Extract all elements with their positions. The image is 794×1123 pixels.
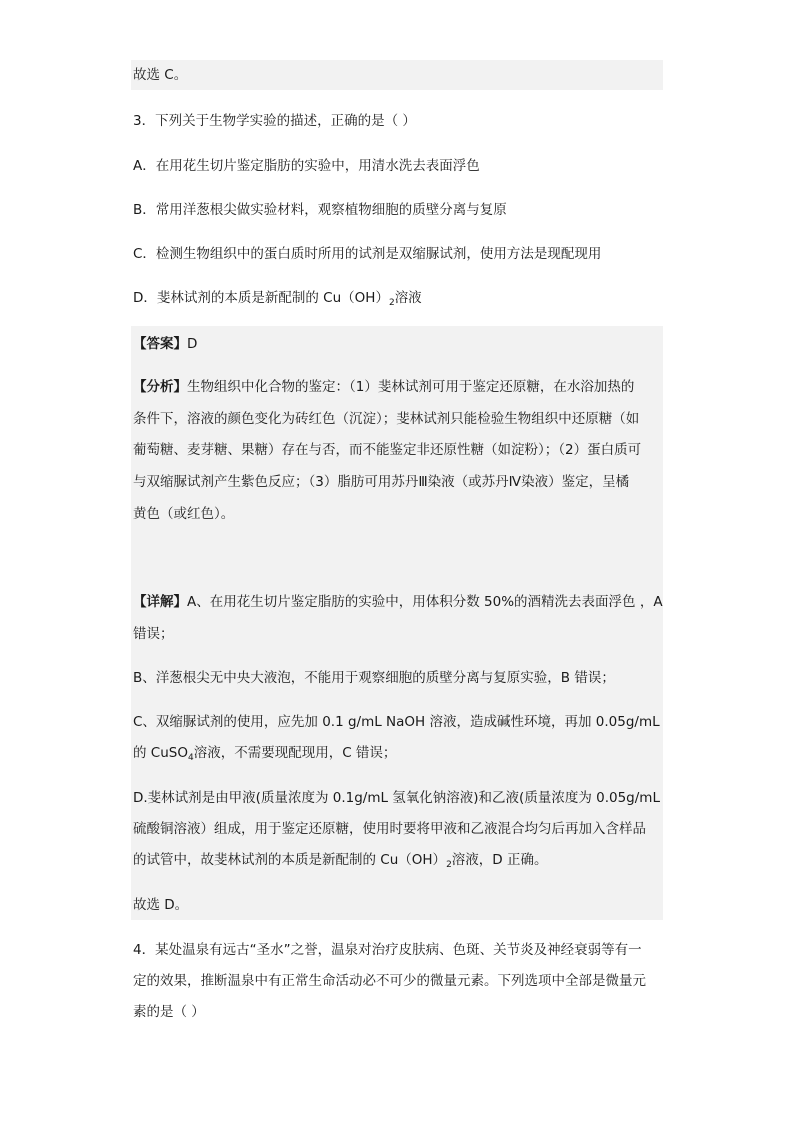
question-3-stem: 3．下列关于生物学实验的描述，正确的是（ ）: [133, 113, 416, 129]
option-d-text: D．斐林试剂的本质是新配制的 Cu（OH）: [133, 290, 389, 306]
analysis-text: 生物组织中化合物的鉴定：（1）斐林试剂可用于鉴定还原糖，在水浴加热的: [187, 379, 635, 395]
detail-line-d2: 硫酸铜溶液）组成，用于鉴定还原糖，使用时要将甲液和乙液混合均匀后再加入含样品: [133, 821, 646, 837]
detail-line-b: B、洋葱根尖无中央大液泡，不能用于观察细胞的质壁分离与复原实验，B 错误；: [133, 670, 615, 686]
cuso4-text: 的 CuSO: [133, 745, 188, 761]
detail-line-c1: C、双缩脲试剂的使用，应先加 0.1 g/mL NaOH 溶液，造成碱性环境，再加 0.05g/mL: [133, 714, 660, 730]
answer-line: [133, 335, 197, 353]
conclusion: 故选 D。: [133, 897, 189, 913]
detail-d3-text-end: 溶液，D 正确。: [451, 852, 548, 868]
analysis-line-2: 条件下，溶液的颜色变化为砖红色（沉淀）；斐林试剂只能检验生物组织中还原糖（如: [133, 411, 640, 427]
analysis-line-3: 葡萄糖、麦芽糖、果糖）存在与否，而不能鉴定非还原性糖（如淀粉）；（2）蛋白质可: [133, 442, 642, 458]
analysis-line-5: 黄色（或红色）。: [133, 506, 235, 522]
answer-label: 【答案】: [133, 336, 187, 352]
detail-line-2: 错误；: [133, 626, 174, 642]
detail-d3-subscript: 2: [446, 860, 452, 870]
analysis-label: 【分析】: [133, 379, 187, 395]
conclusion-prev: 故选 C。: [133, 67, 188, 83]
detail-line-c2: [133, 744, 396, 762]
question-3-option-b: B．常用洋葱根尖做实验材料，观察植物细胞的质壁分离与复原: [133, 202, 507, 218]
option-d-subscript: 2: [388, 298, 395, 308]
question-3-option-a: A．在用花生切片鉴定脂肪的实验中，用清水洗去表面浮色: [133, 158, 480, 174]
question-4-line-3: 素的是（ ）: [133, 1004, 205, 1020]
detail-line-1: [133, 593, 663, 611]
detail-line-d3: [133, 851, 547, 869]
question-4-line-1: 4．某处温泉有远古“圣水”之誉，温泉对治疗皮肤病、色斑、关节炎及神经衰弱等有一: [133, 942, 642, 958]
option-d-text-end: 溶液: [394, 290, 422, 306]
detail-label: 【详解】: [133, 594, 187, 610]
answer-value: D: [187, 336, 198, 352]
analysis-line-4: 与双缩脲试剂产生紫色反应；（3）脂肪可用苏丹Ⅲ染液（或苏丹Ⅳ染液）鉴定，呈橘: [133, 474, 630, 490]
detail-text: A、在用花生切片鉴定脂肪的实验中，用体积分数 50%的酒精洗去表面浮色 ，A: [187, 594, 663, 610]
analysis-line-1: [133, 378, 634, 396]
cuso4-subscript: 4: [187, 753, 194, 763]
question-3-option-c: C．检测生物组织中的蛋白质时所用的试剂是双缩脲试剂，使用方法是现配现用: [133, 246, 602, 262]
question-4-line-2: 定的效果，推断温泉中有正常生命活动必不可少的微量元素。下列选项中全部是微量元: [133, 973, 646, 989]
question-3-option-d: [133, 289, 422, 307]
detail-line-d1: D.斐林试剂是由甲液(质量浓度为 0.1g/mL 氢氧化钠溶液)和乙液(质量浓度为 0.05g/mL: [133, 790, 660, 806]
cuso4-text-end: 溶液，不需要现配现用，C 错误；: [193, 745, 397, 761]
detail-d3-text: 的试管中，故斐林试剂的本质是新配制的 Cu（OH）: [133, 852, 447, 868]
shaded-block-answer-prev: [131, 60, 663, 90]
